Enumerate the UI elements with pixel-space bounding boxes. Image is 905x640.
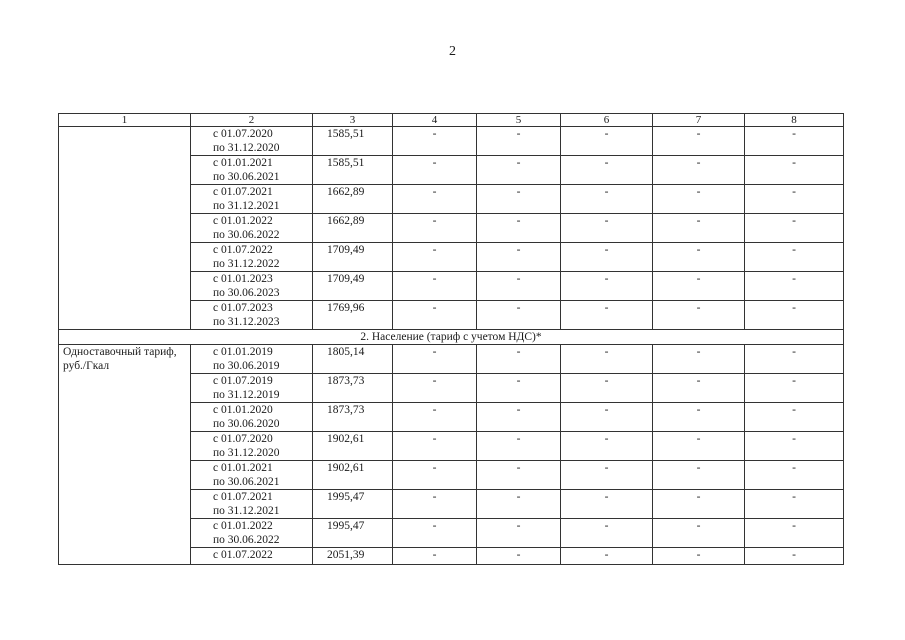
empty-value-cell: [393, 432, 477, 461]
empty-value-cell: [393, 127, 477, 156]
header-cell: 8: [745, 114, 844, 127]
dash-mark: -: [432, 520, 437, 532]
dash-mark: -: [792, 273, 796, 285]
empty-value-cell: [561, 243, 653, 272]
dash-mark: -: [516, 404, 521, 416]
tariff-value-cell: [313, 272, 393, 301]
empty-value-cell: [393, 272, 477, 301]
empty-value-cell: [561, 519, 653, 548]
period-from: с 01.01.2021: [213, 157, 273, 169]
dash-mark: -: [516, 491, 521, 503]
tariff-table: [58, 113, 844, 565]
tariff-type-label: Одноставочный тариф, руб./Гкал: [63, 346, 177, 372]
tariff-value-cell: [313, 374, 393, 403]
empty-value-cell: [477, 243, 561, 272]
dash-mark: -: [432, 491, 437, 503]
dash-mark: -: [604, 302, 609, 314]
dash-mark: -: [696, 302, 701, 314]
tariff-value: 1662,89: [327, 215, 365, 227]
empty-value-cell: [477, 345, 561, 374]
tariff-value-cell: [313, 185, 393, 214]
empty-value-cell: [653, 403, 745, 432]
dash-mark: -: [516, 215, 521, 227]
dash-mark: -: [432, 404, 437, 416]
period-to: по 30.06.2019: [213, 360, 280, 372]
period-cell: [191, 461, 313, 490]
tariff-value: 1902,61: [327, 433, 365, 445]
tariff-value-cell: [313, 461, 393, 490]
empty-value-cell: [477, 127, 561, 156]
empty-value-cell: [745, 243, 844, 272]
empty-value-cell: [561, 214, 653, 243]
empty-value-cell: [393, 185, 477, 214]
empty-value-cell: [393, 374, 477, 403]
header-cell: 5: [477, 114, 561, 127]
empty-value-cell: [653, 272, 745, 301]
period-to: по 31.12.2021: [213, 505, 280, 517]
period-cell: [191, 127, 313, 156]
empty-value-cell: [393, 490, 477, 519]
empty-value-cell: [745, 403, 844, 432]
tariff-value-cell: [313, 345, 393, 374]
tariff-value-cell: [313, 519, 393, 548]
dash-mark: -: [516, 157, 521, 169]
empty-value-cell: [477, 301, 561, 330]
empty-value-cell: [745, 156, 844, 185]
empty-value-cell: [745, 490, 844, 519]
empty-value-cell: [393, 403, 477, 432]
period-cell: [191, 490, 313, 519]
dash-mark: -: [696, 128, 701, 140]
section-row: [59, 330, 844, 345]
period-to: по 31.12.2019: [213, 389, 280, 401]
empty-value-cell: [653, 185, 745, 214]
period-to: по 31.12.2023: [213, 316, 280, 328]
tariff-type-cell: [59, 345, 191, 565]
empty-value-cell: [561, 461, 653, 490]
period-to: по 31.12.2021: [213, 200, 280, 212]
empty-value-cell: [561, 156, 653, 185]
dash-mark: -: [604, 491, 609, 503]
dash-mark: -: [432, 128, 437, 140]
dash-mark: -: [792, 244, 796, 256]
empty-value-cell: [653, 127, 745, 156]
dash-mark: -: [516, 186, 521, 198]
dash-mark: -: [604, 186, 609, 198]
period-cell: [191, 374, 313, 403]
tariff-value-cell: [313, 127, 393, 156]
table-row: [59, 127, 844, 156]
empty-value-cell: [653, 432, 745, 461]
empty-value-cell: [477, 185, 561, 214]
empty-value-cell: [561, 272, 653, 301]
empty-value-cell: [653, 519, 745, 548]
empty-value-cell: [653, 461, 745, 490]
dash-mark: -: [792, 157, 796, 169]
dash-mark: -: [696, 375, 701, 387]
period-from: с 01.07.2020: [213, 128, 273, 140]
period-cell: [191, 301, 313, 330]
dash-mark: -: [792, 375, 796, 387]
empty-value-cell: [393, 243, 477, 272]
tariff-value-cell: [313, 432, 393, 461]
period-to: по 31.12.2020: [213, 447, 280, 459]
dash-mark: -: [792, 462, 796, 474]
period-to: по 30.06.2022: [213, 229, 280, 241]
empty-value-cell: [653, 548, 745, 565]
dash-mark: -: [516, 273, 521, 285]
header-cell: 1: [59, 114, 191, 127]
period-cell: [191, 548, 313, 565]
empty-value-cell: [477, 272, 561, 301]
tariff-value: 1995,47: [327, 520, 365, 532]
dash-mark: -: [516, 462, 521, 474]
tariff-value-cell: [313, 243, 393, 272]
dash-mark: -: [792, 491, 796, 503]
dash-mark: -: [792, 433, 796, 445]
period-from: с 01.01.2019: [213, 346, 273, 358]
dash-mark: -: [516, 302, 521, 314]
dash-mark: -: [792, 520, 796, 532]
empty-value-cell: [477, 156, 561, 185]
period-cell: [191, 214, 313, 243]
tariff-value-cell: [313, 490, 393, 519]
period-cell: [191, 243, 313, 272]
period-from: с 01.01.2022: [213, 520, 273, 532]
empty-value-cell: [561, 548, 653, 565]
tariff-value: 1709,49: [327, 244, 365, 256]
empty-value-cell: [393, 548, 477, 565]
tariff-value: 1902,61: [327, 462, 365, 474]
dash-mark: -: [432, 273, 437, 285]
empty-value-cell: [393, 214, 477, 243]
dash-mark: -: [696, 346, 701, 358]
empty-value-cell: [745, 548, 844, 565]
empty-value-cell: [745, 374, 844, 403]
dash-mark: -: [604, 462, 609, 474]
tariff-value-cell: [313, 548, 393, 565]
empty-value-cell: [653, 243, 745, 272]
dash-mark: -: [696, 244, 701, 256]
dash-mark: -: [696, 157, 701, 169]
tariff-type-cell: [59, 127, 191, 330]
dash-mark: -: [792, 302, 796, 314]
tariff-value-cell: [313, 301, 393, 330]
period-cell: [191, 345, 313, 374]
empty-value-cell: [477, 519, 561, 548]
table-body: [59, 114, 844, 565]
period-to: по 30.06.2021: [213, 476, 280, 488]
dash-mark: -: [432, 462, 437, 474]
dash-mark: -: [604, 215, 609, 227]
dash-mark: -: [696, 520, 701, 532]
empty-value-cell: [561, 185, 653, 214]
dash-mark: -: [696, 186, 701, 198]
dash-mark: -: [516, 549, 521, 561]
empty-value-cell: [477, 214, 561, 243]
empty-value-cell: [393, 519, 477, 548]
empty-value-cell: [653, 156, 745, 185]
empty-value-cell: [477, 432, 561, 461]
period-from: с 01.07.2020: [213, 433, 273, 445]
dash-mark: -: [604, 433, 609, 445]
tariff-value-cell: [313, 403, 393, 432]
period-from: с 01.07.2021: [213, 491, 273, 503]
period-from: с 01.01.2023: [213, 273, 273, 285]
dash-mark: -: [432, 549, 437, 561]
tariff-value: 1585,51: [327, 157, 365, 169]
header-cell: 7: [653, 114, 745, 127]
period-to: по 30.06.2023: [213, 287, 280, 299]
period-from: с 01.01.2021: [213, 462, 273, 474]
dash-mark: -: [432, 186, 437, 198]
dash-mark: -: [516, 244, 521, 256]
tariff-value: 1873,73: [327, 375, 365, 387]
empty-value-cell: [393, 301, 477, 330]
dash-mark: -: [516, 346, 521, 358]
dash-mark: -: [792, 215, 796, 227]
period-from: с 01.01.2022: [213, 215, 273, 227]
dash-mark: -: [792, 186, 796, 198]
dash-mark: -: [604, 273, 609, 285]
empty-value-cell: [561, 432, 653, 461]
tariff-value-cell: [313, 214, 393, 243]
tariff-value: 1585,51: [327, 128, 365, 140]
empty-value-cell: [477, 490, 561, 519]
period-cell: [191, 519, 313, 548]
dash-mark: -: [696, 491, 701, 503]
dash-mark: -: [432, 244, 437, 256]
dash-mark: -: [792, 346, 796, 358]
empty-value-cell: [653, 301, 745, 330]
empty-value-cell: [561, 490, 653, 519]
dash-mark: -: [432, 375, 437, 387]
dash-mark: -: [696, 215, 701, 227]
tariff-value: 1805,14: [327, 346, 365, 358]
period-from: с 01.07.2023: [213, 302, 273, 314]
period-to: по 30.06.2022: [213, 534, 280, 546]
period-to: по 30.06.2021: [213, 171, 280, 183]
dash-mark: -: [604, 128, 609, 140]
period-from: с 01.07.2022: [213, 549, 273, 561]
dash-mark: -: [516, 128, 521, 140]
tariff-value: 1769,96: [327, 302, 365, 314]
page-number: 2: [449, 44, 456, 59]
header-cell: 3: [313, 114, 393, 127]
empty-value-cell: [477, 548, 561, 565]
empty-value-cell: [745, 461, 844, 490]
empty-value-cell: [561, 127, 653, 156]
dash-mark: -: [432, 215, 437, 227]
dash-mark: -: [432, 157, 437, 169]
dash-mark: -: [432, 346, 437, 358]
empty-value-cell: [745, 432, 844, 461]
dash-mark: -: [696, 433, 701, 445]
tariff-value: 1873,73: [327, 404, 365, 416]
dash-mark: -: [432, 302, 437, 314]
dash-mark: -: [516, 433, 521, 445]
header-row: [59, 114, 844, 127]
empty-value-cell: [561, 403, 653, 432]
tariff-value: 2051,39: [327, 549, 365, 561]
dash-mark: -: [604, 549, 609, 561]
dash-mark: -: [696, 404, 701, 416]
period-cell: [191, 403, 313, 432]
empty-value-cell: [653, 374, 745, 403]
empty-value-cell: [393, 156, 477, 185]
empty-value-cell: [653, 490, 745, 519]
dash-mark: -: [792, 549, 796, 561]
empty-value-cell: [745, 127, 844, 156]
empty-value-cell: [477, 403, 561, 432]
dash-mark: -: [604, 244, 609, 256]
header-cell: 6: [561, 114, 653, 127]
header-cell: 2: [191, 114, 313, 127]
dash-mark: -: [516, 520, 521, 532]
period-to: по 31.12.2020: [213, 142, 280, 154]
empty-value-cell: [561, 374, 653, 403]
dash-mark: -: [696, 549, 701, 561]
dash-mark: -: [604, 375, 609, 387]
dash-mark: -: [696, 462, 701, 474]
dash-mark: -: [604, 404, 609, 416]
tariff-value: 1995,47: [327, 491, 365, 503]
empty-value-cell: [393, 461, 477, 490]
period-cell: [191, 156, 313, 185]
empty-value-cell: [561, 345, 653, 374]
tariff-value-cell: [313, 156, 393, 185]
dash-mark: -: [516, 375, 521, 387]
tariff-value: 1662,89: [327, 186, 365, 198]
dash-mark: -: [792, 128, 796, 140]
period-from: с 01.07.2019: [213, 375, 273, 387]
period-cell: [191, 272, 313, 301]
table-row: [59, 345, 844, 374]
header-cell: 4: [393, 114, 477, 127]
empty-value-cell: [653, 214, 745, 243]
section-title: 2. Население (тариф с учетом НДС)*: [59, 330, 844, 345]
period-from: с 01.07.2021: [213, 186, 273, 198]
period-to: по 31.12.2022: [213, 258, 280, 270]
empty-value-cell: [561, 301, 653, 330]
dash-mark: -: [432, 433, 437, 445]
period-cell: [191, 185, 313, 214]
empty-value-cell: [393, 345, 477, 374]
period-from: с 01.01.2020: [213, 404, 273, 416]
empty-value-cell: [745, 214, 844, 243]
period-to: по 30.06.2020: [213, 418, 280, 430]
empty-value-cell: [477, 461, 561, 490]
empty-value-cell: [745, 345, 844, 374]
empty-value-cell: [653, 345, 745, 374]
tariff-value: 1709,49: [327, 273, 365, 285]
empty-value-cell: [745, 301, 844, 330]
dash-mark: -: [604, 520, 609, 532]
empty-value-cell: [745, 272, 844, 301]
empty-value-cell: [745, 519, 844, 548]
period-from: с 01.07.2022: [213, 244, 273, 256]
dash-mark: -: [604, 157, 609, 169]
dash-mark: -: [792, 404, 796, 416]
empty-value-cell: [745, 185, 844, 214]
dash-mark: -: [604, 346, 609, 358]
period-cell: [191, 432, 313, 461]
empty-value-cell: [477, 374, 561, 403]
dash-mark: -: [696, 273, 701, 285]
